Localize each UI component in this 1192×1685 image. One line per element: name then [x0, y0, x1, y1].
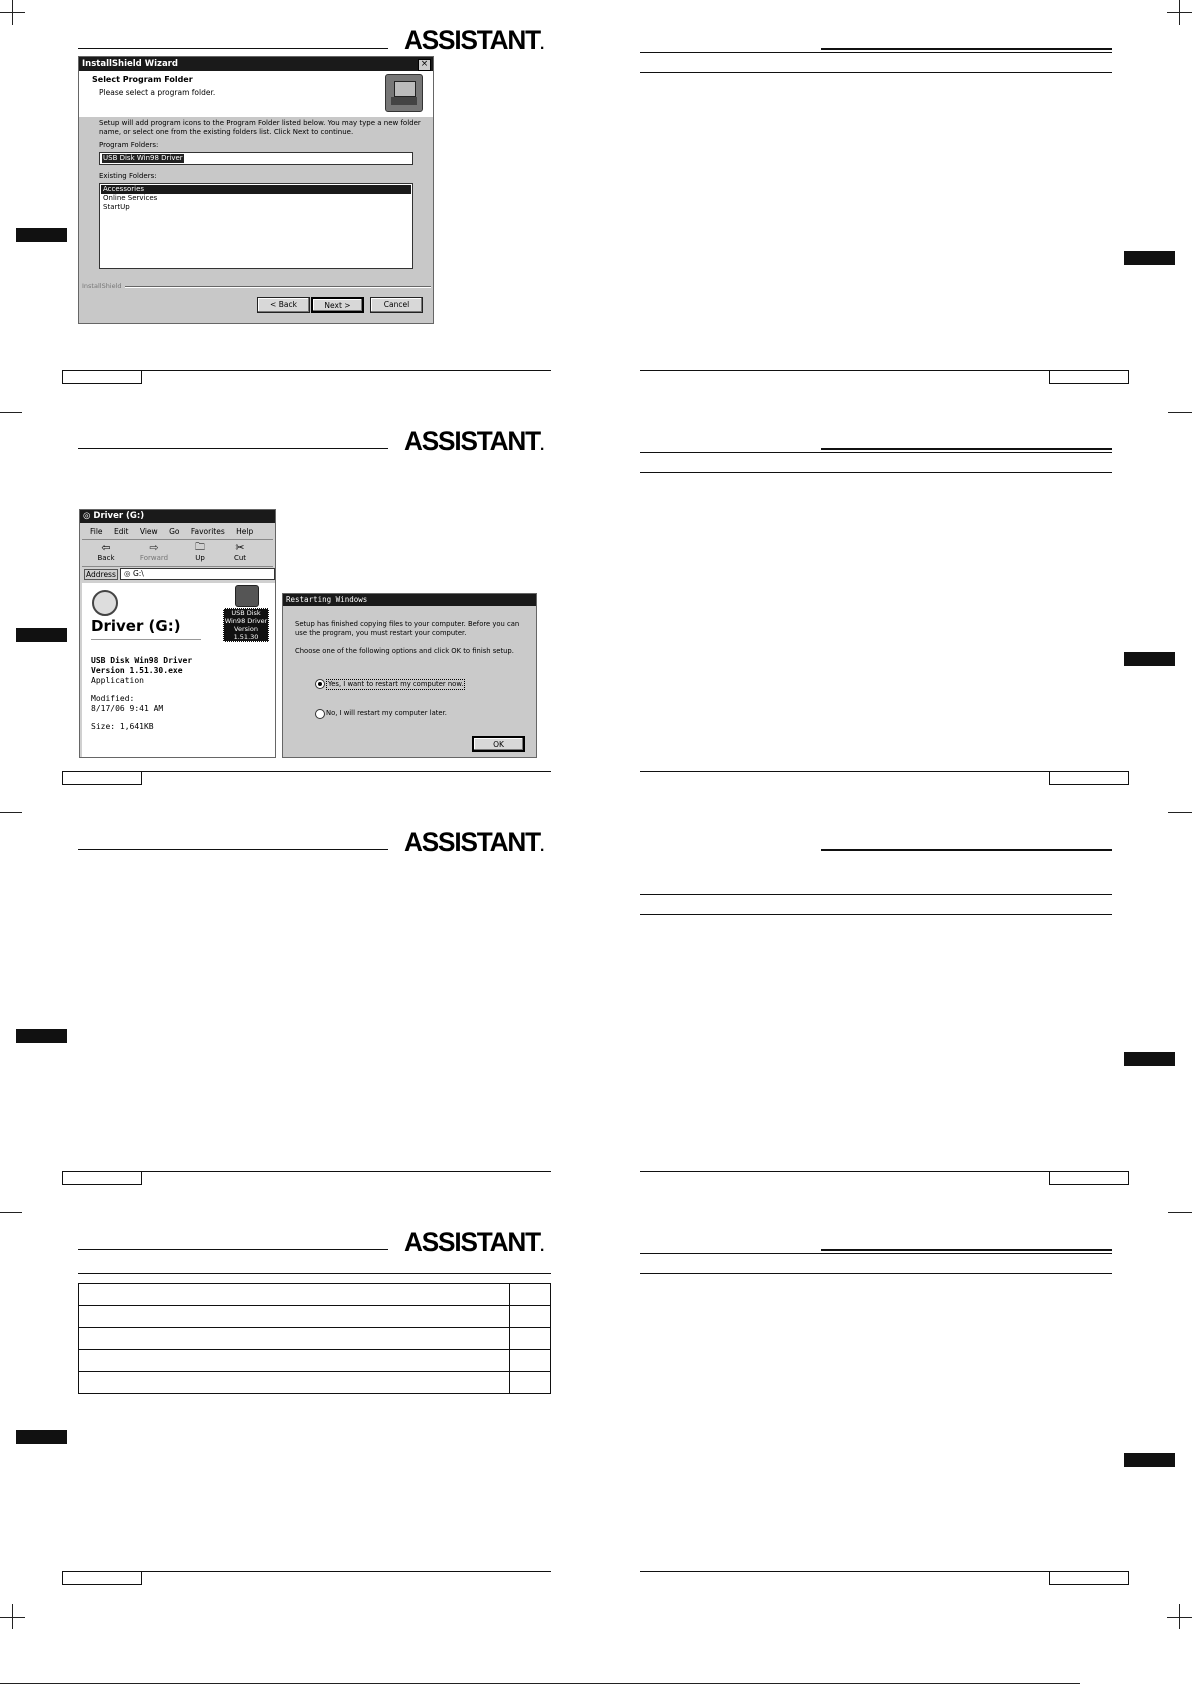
- header-rule: [821, 1249, 1112, 1251]
- header-subrule: [640, 72, 1112, 73]
- footer-separator: [125, 286, 431, 288]
- icon-caption: USB Disk Win98 Driver Version 1.51.30: [224, 609, 268, 641]
- bottom-trim-line: [0, 1683, 1080, 1684]
- page-number-box: [1049, 1171, 1129, 1185]
- header-rule: [821, 448, 1112, 450]
- header-subrule: [640, 1273, 1112, 1274]
- restart-instruction: Choose one of the following options and click OK to finish setup.: [295, 647, 514, 655]
- contents-table: [78, 1283, 551, 1394]
- side-tab: [16, 1430, 67, 1444]
- driver-setup-file-icon[interactable]: [223, 584, 267, 648]
- menu-help[interactable]: Help: [236, 527, 254, 536]
- crop-mark: [1168, 812, 1192, 813]
- list-item[interactable]: StartUp: [103, 203, 130, 211]
- existing-folders-list[interactable]: [99, 183, 413, 269]
- back-button[interactable]: < Back: [257, 297, 310, 313]
- table-row: [79, 1372, 551, 1394]
- crop-mark: [1179, 1604, 1180, 1629]
- header-rule: [78, 849, 388, 850]
- brand-logo: ASSISTANT.: [404, 25, 544, 55]
- window-title: InstallShield Wizard: [79, 57, 433, 71]
- header-rule: [640, 452, 1112, 453]
- page-number-box: [1049, 771, 1129, 785]
- page-number-box: [62, 1571, 142, 1585]
- header-rule: [78, 48, 388, 49]
- menu-view[interactable]: View: [139, 527, 158, 536]
- header-rule: [640, 1253, 1112, 1254]
- restart-message: Setup has finished copying files to your computer. Before you can: [295, 620, 520, 628]
- drive-title: Driver (G:): [91, 617, 181, 635]
- menu-go[interactable]: Go: [169, 527, 180, 536]
- cancel-button[interactable]: Cancel: [370, 297, 423, 313]
- crop-mark: [0, 812, 22, 813]
- header-rule: [821, 849, 1112, 851]
- explorer-window: [79, 509, 276, 758]
- restart-later-option[interactable]: No, I will restart my computer later.: [326, 709, 447, 717]
- cd-drive-icon: [92, 590, 118, 616]
- header-subrule: [78, 1273, 551, 1274]
- crop-mark: [1168, 1212, 1192, 1213]
- toolbar-forward-button[interactable]: ⇨ Forward: [139, 541, 169, 562]
- program-folders-label: Program Folders:: [99, 141, 159, 149]
- crop-mark: [1179, 0, 1180, 25]
- table-row: [79, 1306, 551, 1328]
- window-title: ◎ Driver (G:): [80, 510, 275, 523]
- section-rule: [640, 914, 1112, 915]
- restart-now-option[interactable]: Yes, I want to restart my computer now.: [328, 680, 464, 688]
- header-rule: [821, 48, 1112, 50]
- side-tab: [1124, 652, 1175, 666]
- folder-up-icon: 🗀: [195, 542, 205, 553]
- crop-mark: [0, 412, 22, 413]
- header-subrule: [640, 472, 1112, 473]
- installer-computer-icon: [385, 74, 423, 112]
- list-item[interactable]: Online Services: [103, 194, 158, 202]
- side-tab: [16, 1029, 67, 1043]
- restart-message: use the program, you must restart your computer.: [295, 629, 467, 637]
- menu-edit[interactable]: Edit: [113, 527, 129, 536]
- side-tab: [16, 228, 67, 242]
- ok-button[interactable]: OK: [472, 736, 525, 752]
- brand-logo: ASSISTANT.: [404, 827, 544, 857]
- setup-icon: [235, 585, 259, 607]
- page-number-box: [62, 1171, 142, 1185]
- wizard-heading: Select Program Folder: [92, 75, 193, 84]
- drive-icon: ◎: [83, 511, 94, 521]
- menu-file[interactable]: File: [90, 527, 103, 536]
- crop-mark: [1168, 412, 1192, 413]
- address-input[interactable]: ◎ G:\: [120, 568, 275, 580]
- side-tab: [1124, 1052, 1175, 1066]
- forward-arrow-icon: ⇨: [149, 541, 159, 554]
- file-name: USB Disk Win98 Driver: [91, 656, 193, 665]
- explorer-content: [82, 583, 275, 757]
- installshield-wizard-dialog: [78, 56, 434, 324]
- wizard-description: name, or select one from the existing folders list. Click Next to continue.: [99, 128, 354, 136]
- table-row: [79, 1284, 551, 1306]
- toolbar-back-button[interactable]: ⇦ Back: [94, 541, 118, 562]
- modified-value: 8/17/06 9:41 AM: [91, 704, 164, 713]
- close-icon[interactable]: ×: [418, 59, 431, 71]
- address-label: Address: [86, 570, 116, 579]
- page-number-box: [62, 370, 142, 384]
- list-item[interactable]: Accessories: [101, 185, 411, 194]
- window-title: Restarting Windows: [283, 594, 536, 606]
- menu-bar: [90, 527, 253, 536]
- drive-icon: ◎: [124, 569, 133, 578]
- table-row: [79, 1328, 551, 1350]
- brand-logo: ASSISTANT.: [404, 1227, 544, 1257]
- restarting-windows-dialog: [282, 593, 537, 758]
- header-rule: [78, 448, 388, 449]
- toolbar-up-button[interactable]: 🗀 Up: [190, 541, 210, 562]
- menu-favorites[interactable]: Favorites: [190, 527, 225, 536]
- table-row: [79, 1350, 551, 1372]
- back-arrow-icon: ⇦: [101, 541, 111, 554]
- section-rule: [640, 894, 1112, 895]
- scissors-icon: ✂: [235, 541, 245, 554]
- next-button[interactable]: Next >: [311, 297, 364, 313]
- installshield-footer-brand: InstallShield: [82, 282, 122, 290]
- crop-mark: [0, 1212, 22, 1213]
- header-rule: [640, 52, 1112, 53]
- restart-later-radio[interactable]: [315, 709, 325, 719]
- existing-folders-label: Existing Folders:: [99, 172, 157, 180]
- crop-mark: [12, 1604, 13, 1629]
- restart-now-radio[interactable]: [315, 679, 325, 689]
- wizard-description: Setup will add program icons to the Program Folder listed below. You may type a new folder: [99, 119, 421, 127]
- program-folder-input[interactable]: [99, 152, 413, 165]
- side-tab: [1124, 1453, 1175, 1467]
- file-type: Application: [91, 676, 144, 685]
- brand-logo: ASSISTANT.: [404, 426, 544, 456]
- program-folder-value: USB Disk Win98 Driver: [103, 154, 183, 162]
- page-number-box: [62, 771, 142, 785]
- page-number-box: [1049, 370, 1129, 384]
- wizard-subheading: Please select a program folder.: [99, 88, 216, 97]
- crop-mark: [12, 0, 13, 25]
- drive-title-underline: [91, 639, 201, 640]
- file-size: Size: 1,641KB: [91, 722, 154, 731]
- file-name: Version 1.51.30.exe: [91, 666, 183, 675]
- toolbar-cut-button[interactable]: ✂ Cut: [230, 541, 250, 562]
- side-tab: [16, 628, 67, 642]
- side-tab: [1124, 251, 1175, 265]
- header-rule: [78, 1249, 388, 1250]
- page-number-box: [1049, 1571, 1129, 1585]
- modified-label: Modified:: [91, 694, 135, 703]
